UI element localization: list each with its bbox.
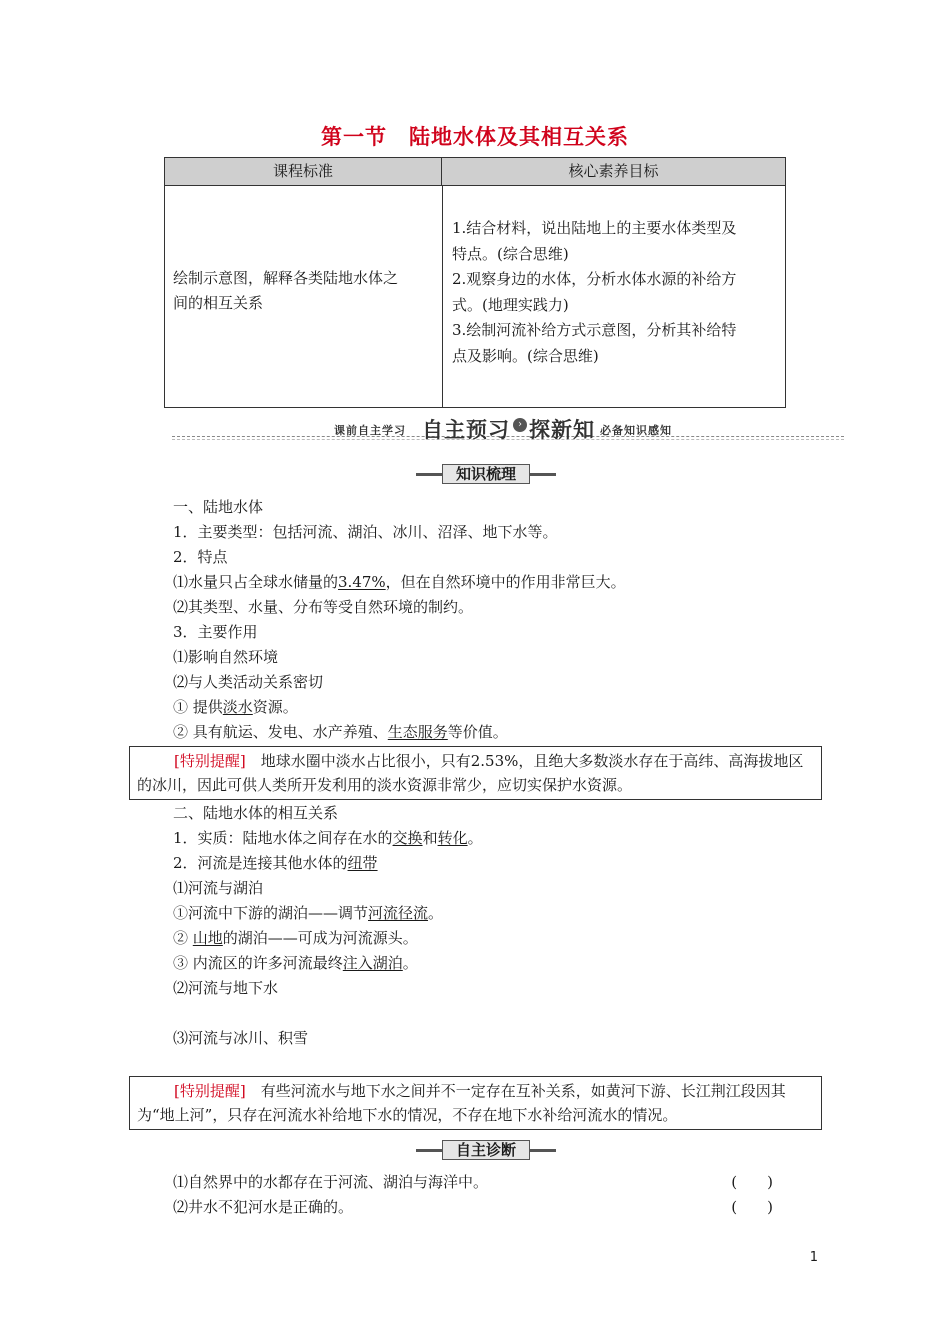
table-header-standard: 课程标准	[165, 158, 442, 186]
section-header-label: 自主诊断	[442, 1140, 530, 1160]
header-bar	[530, 473, 556, 476]
banner-title-2: 探新知	[529, 418, 595, 442]
goals-cell	[452, 216, 778, 369]
text-span: ③ 内流区的许多河流最终	[173, 954, 343, 972]
text-line	[173, 902, 443, 923]
text-line: ⑵河流与地下水	[173, 979, 279, 997]
answer-blank: 生态服务	[387, 723, 448, 741]
section-banner	[172, 414, 844, 442]
special-reminder-box	[129, 1076, 822, 1130]
text-span: 等价值。	[447, 723, 508, 741]
text-span: ② 具有航运、发电、水产养殖、	[173, 723, 388, 741]
text-line: 2．特点	[173, 548, 228, 566]
banner-title-1: 自主预习	[422, 418, 510, 442]
text-span: ①河流中下游的湖泊——调节	[173, 904, 369, 922]
standard-line: 间的相互关系	[173, 294, 264, 312]
text-line: ⑵与人类活动关系密切	[173, 673, 324, 691]
text-line: ⑴河流与湖泊	[173, 879, 264, 897]
text-line: ⑴影响自然环境	[173, 648, 279, 666]
text-span: 。	[467, 829, 483, 847]
text-span: ① 提供	[173, 698, 223, 716]
goal-line: 2.观察身边的水体，分析水体水源的补给方	[452, 270, 737, 288]
text-line	[173, 827, 483, 848]
answer-bracket: ( )	[731, 1173, 773, 1191]
text-span: 资源。	[252, 698, 298, 716]
answer-blank: 山地	[192, 929, 223, 947]
heading-relationships: 二、陆地水体的相互关系	[173, 804, 339, 822]
text-line: 3．主要作用	[173, 623, 258, 641]
reminder-label: [特别提醒]	[174, 752, 246, 770]
section-header-diagnosis	[416, 1140, 556, 1160]
answer-blank: 注入湖泊	[342, 954, 403, 972]
text-line: ⑶河流与冰川、积雪	[173, 1029, 309, 1047]
banner-left-caption: 课前自主学习	[334, 424, 406, 437]
text-span: 。	[428, 904, 444, 922]
goal-line: 式。(地理实践力)	[452, 295, 569, 314]
answer-blank: 河流径流	[368, 904, 429, 922]
goal-line: 3.绘制河流补给方式示意图，分析其补给特	[452, 321, 737, 339]
goal-line: 特点。(综合思维)	[452, 244, 569, 263]
text-span: ⑴水量只占全球水储量的	[173, 573, 339, 591]
header-bar	[530, 1149, 556, 1152]
table-header-goals: 核心素养目标	[442, 158, 785, 186]
header-bar	[416, 473, 442, 476]
reminder-label: [特别提醒]	[174, 1082, 246, 1100]
text-line	[173, 696, 298, 717]
page-number: 1	[809, 1250, 818, 1265]
text-span: 。	[402, 954, 418, 972]
section-header-knowledge	[416, 464, 556, 484]
text-line	[173, 721, 508, 742]
goal-line: 点及影响。(综合思维)	[452, 346, 599, 365]
text-line	[173, 571, 626, 592]
standard-cell	[173, 266, 437, 316]
answer-blank: 交换	[392, 829, 423, 847]
answer-blank: 淡水	[222, 698, 253, 716]
text-span: 1．实质：陆地水体之间存在水的	[173, 829, 393, 847]
table-divider	[442, 186, 443, 407]
answer-blank: 转化	[437, 829, 468, 847]
text-span: 2．河流是连接其他水体的	[173, 854, 348, 872]
text-line	[173, 927, 418, 948]
text-line: ⑵其类型、水量、分布等受自然环境的制约。	[173, 598, 474, 616]
diagnosis-item	[173, 1196, 773, 1217]
text-span: 的湖泊——可成为河流源头。	[222, 929, 418, 947]
text-line	[173, 852, 378, 873]
text-line: 1．主要类型：包括河流、湖泊、冰川、沼泽、地下水等。	[173, 523, 558, 541]
arrow-right-icon: ›	[513, 418, 527, 432]
text-span: ，但在自然环境中的作用非常巨大。	[385, 573, 626, 591]
answer-bracket: ( )	[731, 1198, 773, 1216]
text-line	[173, 952, 418, 973]
heading-land-water: 一、陆地水体	[173, 498, 264, 516]
goal-line: 1.结合材料，说出陆地上的主要水体类型及	[452, 219, 737, 237]
standards-table	[164, 157, 786, 408]
page-title: 第一节 陆地水体及其相互关系	[321, 125, 629, 149]
diagnosis-question: ⑴自然界中的水都存在于河流、湖泊与海洋中。	[173, 1173, 489, 1191]
answer-blank: 纽带	[347, 854, 378, 872]
diagnosis-question: ⑵井水不犯河水是正确的。	[173, 1198, 354, 1216]
banner-right-caption: 必备知识感知	[600, 424, 672, 437]
diagnosis-item	[173, 1171, 773, 1192]
text-span: 和	[422, 829, 438, 847]
standard-line: 绘制示意图，解释各类陆地水体之	[173, 269, 399, 287]
reminder-text: 地球水圈中淡水占比很小，只有2.53%，且绝大多数淡水存在于高纬、高海拔地区的冰川，因此可供人类所开发利用的淡水资源非常少，应切实保护水资源。	[137, 752, 804, 794]
header-bar	[416, 1149, 442, 1152]
section-header-label: 知识梳理	[442, 464, 530, 484]
special-reminder-box	[129, 746, 822, 800]
reminder-text: 有些河流水与地下水之间并不一定存在互补关系，如黄河下游、长江荆江段因其为“地上河”，只存在河流水补给地下水的情况，不存在地下水补给河流水的情况。	[137, 1082, 786, 1124]
text-span: ②	[173, 929, 193, 947]
answer-blank: 3.47%	[338, 573, 386, 591]
